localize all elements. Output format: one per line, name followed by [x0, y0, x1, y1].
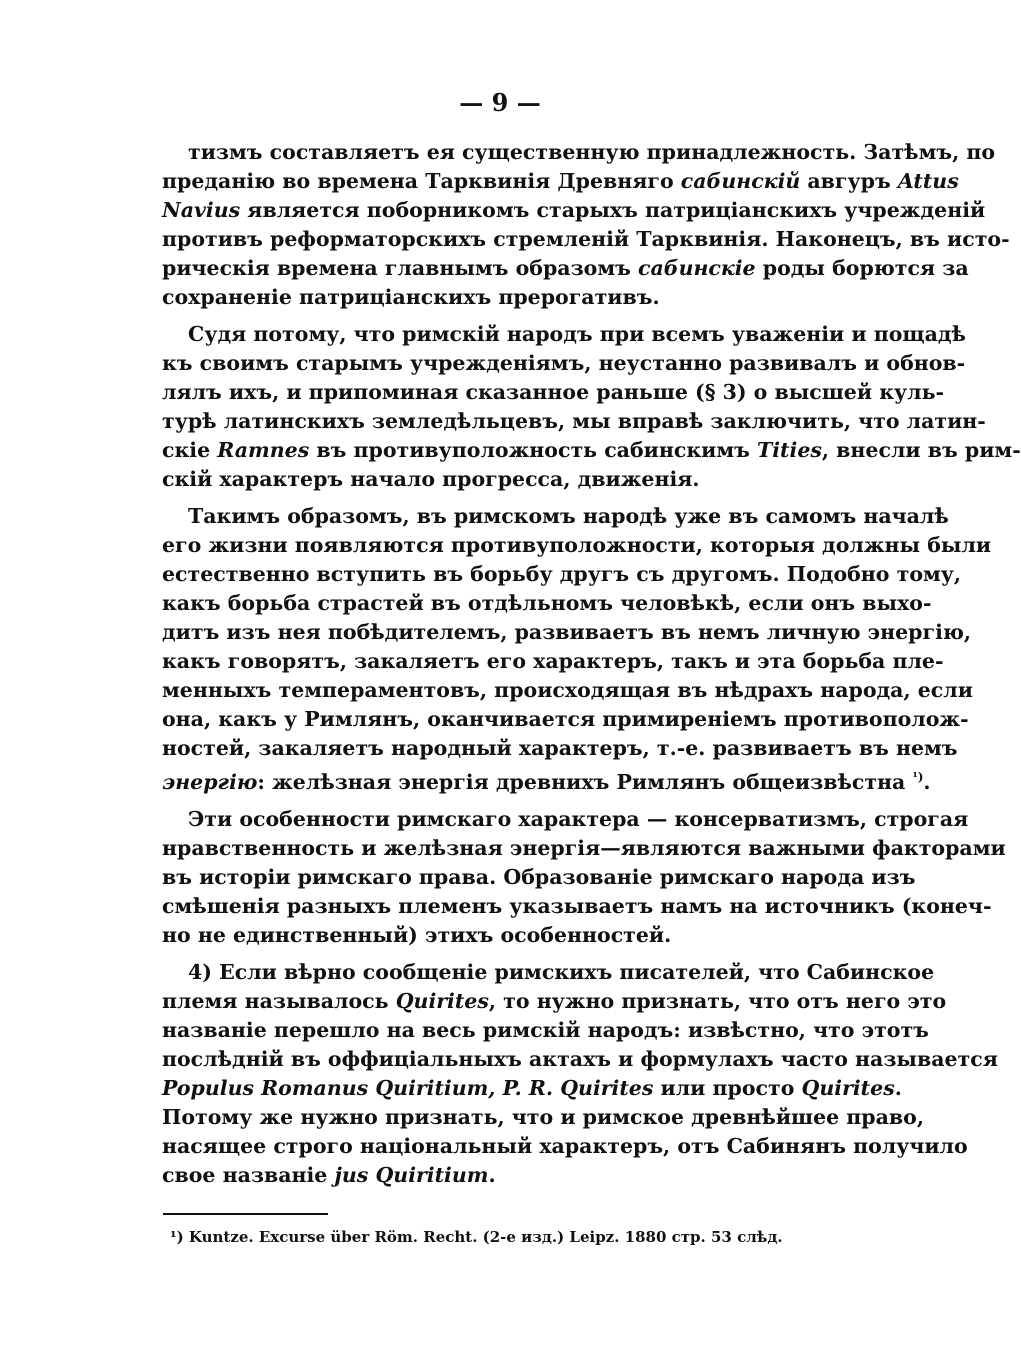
italic-term: Quirites [801, 1075, 895, 1100]
text-run: дитъ изъ нея побѣдителемъ, развиваетъ въ немъ личную энергію, [162, 620, 972, 644]
text-run: ¹) [912, 770, 924, 784]
text-run: названіе перешло на весь римскій народъ: извѣстно, что этотъ [162, 1017, 929, 1042]
text-line [162, 465, 880, 494]
text-line [162, 283, 880, 312]
text-run: но не единственный) этихъ особенностей. [162, 922, 672, 947]
footnote-marker: ¹) [170, 1228, 184, 1246]
page-number: — 9 — [459, 88, 541, 117]
text-run: является поборникомъ старыхъ патриціанскихъ учрежденій [240, 198, 986, 222]
text-run: Эти особенности римскаго характера — консерватизмъ, строгая [188, 806, 969, 831]
text-run: : желѣзная энергія древнихъ Римлянъ общеизвѣстна [257, 769, 913, 794]
italic-term: Attus [897, 169, 959, 193]
text-line [162, 225, 1010, 254]
text-run: скій характеръ начало прогресса, движенія. [162, 467, 700, 491]
text-line [162, 1045, 998, 1074]
italic-term: jus Quiritium [334, 1162, 489, 1187]
text-run: сохраненіе патриціанскихъ прерогативъ. [162, 285, 660, 309]
text-run: въ противуположность сабинскимъ [309, 438, 758, 462]
text-line [162, 254, 969, 283]
text-line [162, 618, 972, 647]
text-run: Потому же нужно признать, что и римское древнѣйшее право, [162, 1104, 924, 1129]
paragraph [162, 320, 1021, 494]
text-line [162, 502, 949, 531]
text-run: Такимъ образомъ, въ римскомъ народѣ уже въ самомъ началѣ [188, 504, 949, 528]
paragraph [162, 502, 992, 797]
text-line [162, 1016, 929, 1045]
text-run: въ исторіи римскаго права. Образованіе римскаго народа изъ [162, 864, 916, 889]
text-line [162, 1132, 968, 1161]
text-line [162, 921, 880, 950]
text-run: насящее строго національный характеръ, отъ Сабинянъ получило [162, 1133, 968, 1158]
text-line [162, 1161, 880, 1190]
text-run: свое названіе [162, 1162, 335, 1187]
text-line [162, 138, 996, 167]
text-line [162, 378, 944, 407]
text-line [162, 863, 916, 892]
text-line [162, 1074, 902, 1103]
italic-term: сабинскіе [638, 256, 756, 280]
text-run: преданію во времена Тарквинія Древняго [162, 169, 681, 193]
text-line [162, 805, 969, 834]
text-run: ностей, закаляетъ народный характеръ, т.-е. развиваетъ въ немъ [162, 736, 958, 760]
text-run: . [894, 1075, 902, 1100]
text-run: , то нужно признать, что отъ него это [488, 988, 947, 1013]
text-line [162, 705, 969, 734]
text-line [162, 958, 935, 987]
text-run: 4) Если вѣрно сообщеніе римскихъ писателей, что Сабинское [188, 959, 935, 984]
text-run: естественно вступить въ борьбу другъ съ другомъ. Подобно тому, [162, 562, 962, 586]
footnote-separator [163, 1213, 328, 1215]
text-run: скіе [162, 438, 218, 462]
text-line [162, 349, 966, 378]
footnote-text: Kuntze. Excurse über Röm. Recht. (2-е изд.) Leipz. 1880 стр. 53 слѣд. [183, 1228, 783, 1246]
text-run: его жизни появляются противуположности, которыя должны были [162, 533, 992, 557]
italic-term: Quirites [395, 988, 489, 1013]
paragraph [162, 138, 1010, 312]
text-run: Судя потому, что римскій народъ при всемъ уваженіи и пощадѣ [188, 322, 966, 346]
text-run: турѣ латинскихъ земледѣльцевъ, мы вправѣ заключить, что латин- [162, 409, 986, 433]
paragraph [162, 958, 998, 1190]
text-run: рическія времена главнымъ образомъ [162, 256, 638, 280]
italic-term: Ramnes [217, 438, 310, 462]
text-run: или просто [653, 1075, 802, 1100]
text-line [162, 834, 1006, 863]
text-line [162, 647, 944, 676]
text-line [162, 196, 986, 225]
text-line [162, 167, 959, 196]
italic-term: сабинскій [680, 169, 801, 193]
text-line [162, 531, 992, 560]
italic-term: энергію [162, 769, 258, 794]
text-run: смѣшенія разныхъ племенъ указываетъ намъ на источникъ (конеч- [162, 893, 992, 918]
italic-term: Tities [757, 438, 822, 462]
text-line [162, 560, 962, 589]
footnote [170, 1228, 783, 1246]
text-line [162, 1103, 924, 1132]
text-line [162, 589, 932, 618]
text-line [162, 320, 966, 349]
text-run: лялъ ихъ, и припоминая сказанное раньше (§ 3) о высшей куль- [162, 380, 944, 404]
text-run: противъ реформаторскихъ стремленій Тарквинія. Наконецъ, въ исто- [162, 227, 1010, 251]
text-run: къ своимъ старымъ учрежденіямъ, неустанно развивалъ и обнов- [162, 351, 966, 375]
text-run: . [923, 769, 931, 794]
text-run: роды борются за [755, 256, 969, 280]
text-run: она, какъ у Римлянъ, оканчивается примиреніемъ противополож- [162, 707, 969, 731]
text-run: тизмъ составляетъ ея существенную принадлежность. Затѣмъ, по [188, 140, 996, 164]
italic-term: Populus Romanus Quiritium, P. R. Quirites [162, 1075, 654, 1100]
italic-term: Navius [162, 198, 241, 222]
text-run: нравственность и желѣзная энергія—являются важными факторами [162, 835, 1006, 860]
text-run: послѣдній въ оффиціальныхъ актахъ и формулахъ часто называется [162, 1046, 998, 1071]
text-line [162, 436, 1021, 465]
text-run: , внесли въ рим- [821, 438, 1021, 462]
text-line [162, 892, 992, 921]
paragraph [162, 805, 1006, 950]
text-line [162, 987, 947, 1016]
text-line [162, 407, 986, 436]
text-run: какъ говорятъ, закаляетъ его характеръ, такъ и эта борьба пле- [162, 649, 944, 673]
text-run: менныхъ темпераментовъ, происходящая въ нѣдрахъ народа, если [162, 678, 973, 702]
text-line [162, 676, 973, 705]
text-line [162, 734, 958, 763]
text-run: . [488, 1162, 496, 1187]
text-run: какъ борьба страстей въ отдѣльномъ человѣкѣ, если онъ выхо- [162, 591, 932, 615]
text-run: авгуръ [800, 169, 898, 193]
text-line [162, 763, 931, 797]
text-run: племя называлось [162, 988, 396, 1013]
body-text [162, 138, 1021, 1198]
